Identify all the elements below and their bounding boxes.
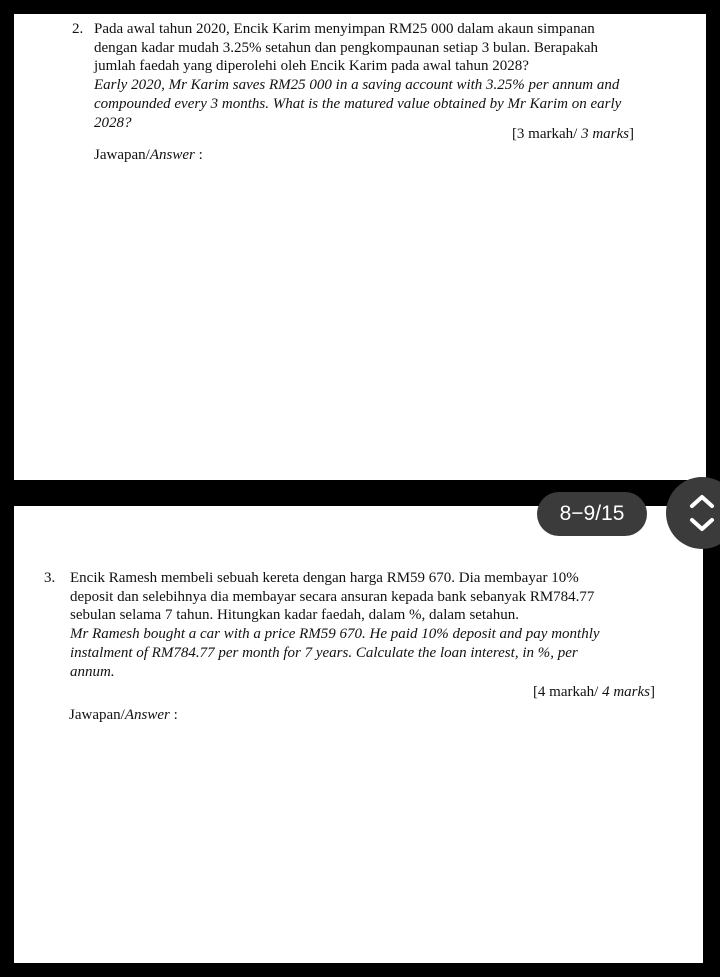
document-page-top: [14, 14, 706, 480]
marks-english: 3 marks: [577, 126, 629, 142]
marks-label: [512, 126, 634, 143]
answer-label: [94, 147, 203, 164]
answer-colon: :: [194, 147, 203, 163]
malay-line: sebulan selama 7 tahun. Hitungkan kadar faedah, dalam %, dalam setahun.: [70, 607, 520, 624]
english-line: Early 2020, Mr Karim saves RM25 000 in a saving account with 3.25% per annum and: [94, 77, 620, 94]
malay-line: dengan kadar mudah 3.25% setahun dan pengkompaunan setiap 3 bulan. Berapakah: [94, 39, 599, 56]
english-line: compounded every 3 months. What is the matured value obtained by Mr Karim on early: [94, 95, 622, 112]
english-line: Mr Ramesh bought a car with a price RM59 670. He paid 10% deposit and pay monthly: [70, 626, 600, 643]
english-line: annum.: [70, 663, 115, 680]
marks-close: ]: [629, 126, 634, 142]
english-line: 2028?: [94, 114, 132, 131]
question-2: [72, 20, 638, 132]
answer-colon: :: [169, 707, 178, 723]
question-number: 3.: [44, 570, 56, 586]
marks-label: [533, 684, 655, 701]
page-nav-button[interactable]: [666, 477, 720, 549]
english-line: instalment of RM784.77 per month for 7 years. Calculate the loan interest, in %, per: [70, 644, 578, 661]
question-text: [72, 20, 638, 132]
marks-malay: [4 markah/: [532, 684, 599, 700]
marks-english: 4 marks: [598, 684, 650, 700]
answer-malay: Jawapan/: [69, 707, 125, 723]
marks-malay: [3 markah/: [511, 126, 578, 142]
malay-line: Pada awal tahun 2020, Encik Karim menyimpan RM25 000 dalam akaun simpanan: [94, 21, 595, 37]
malay-line: deposit dan selebihnya dia membayar secara ansuran kepada bank sebanyak RM784.77: [70, 588, 595, 605]
answer-english: Answer: [149, 147, 195, 163]
answer-malay: Jawapan/: [94, 147, 150, 163]
answer-label: [69, 707, 178, 724]
chevron-up-down-icon: [666, 477, 720, 549]
document-page-bottom: [14, 506, 703, 963]
page-indicator: 8−9/15: [537, 492, 647, 536]
question-text: [44, 569, 670, 681]
malay-line: jumlah faedah yang diperolehi oleh Encik Karim pada awal tahun 2028?: [94, 58, 529, 75]
marks-close: ]: [650, 684, 655, 700]
answer-english: Answer: [124, 707, 170, 723]
question-3: [44, 569, 670, 681]
malay-line: Encik Ramesh membeli sebuah kereta dengan harga RM59 670. Dia membayar 10%: [70, 570, 579, 586]
question-number: 2.: [72, 21, 84, 37]
